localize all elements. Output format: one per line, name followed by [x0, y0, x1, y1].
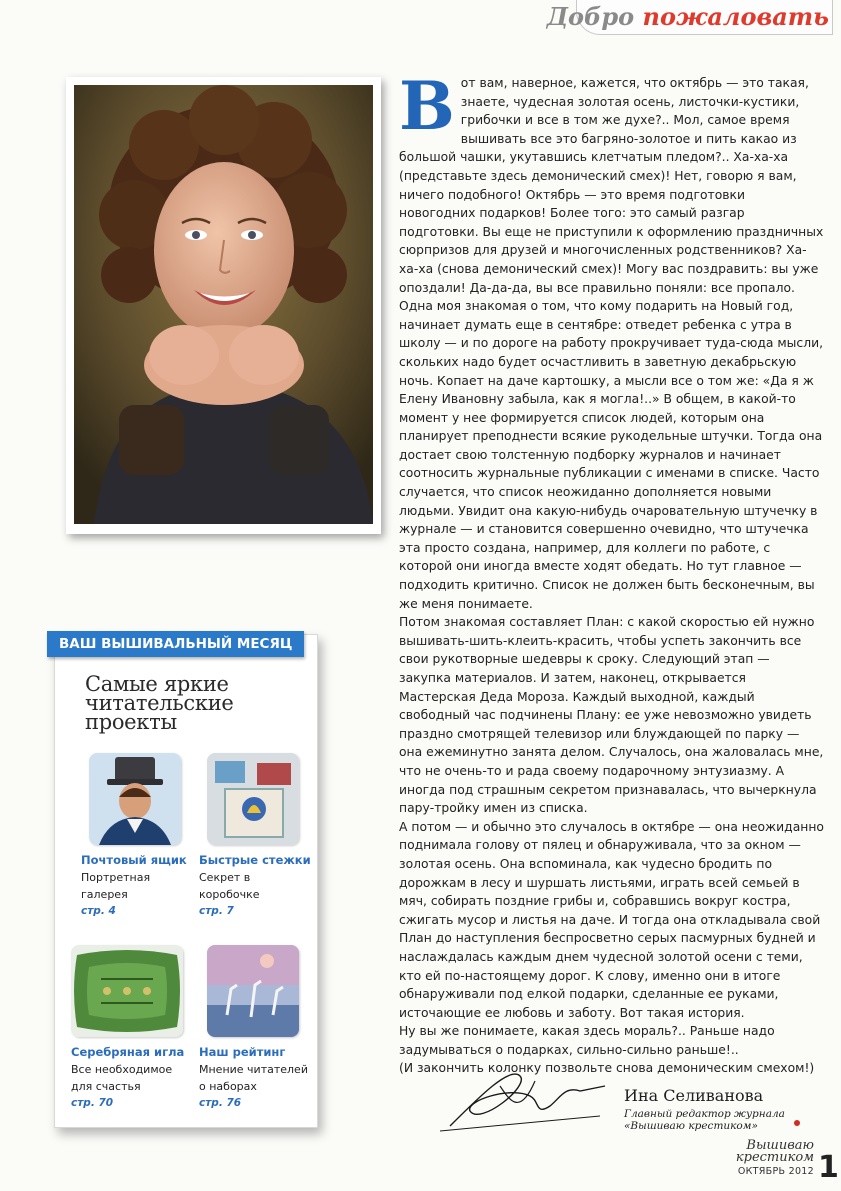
card-description: Секрет в коробочке	[199, 871, 260, 901]
article-paragraph: от вам, наверное, кажется, что октябрь — это такая, знаете, чудесная золотая осень, листочки-кустики, грибочки и все в том же духе?.. Мол, самое время вышивать все это багряно-золотое и пить какао из большой чашки, укутавшись клетчатым пледом?.. Ха-ха-ха (представьте здесь демонический смех)! Нет, говорю я вам, ничего подобного! Октябрь — это время подготовки новогодних подарков! Более того: это самый разгар подготовки. Вы еще не приступили к оформлению праздничных сюрпризов для друзей и многочисленных родственников? Ха-ха-ха (снова демонический смех)! Могу вас поздравить: вы уже опоздали! Да-да-да, вы все правильно поняли: все пропало.	[399, 76, 824, 295]
logo-line-2: крестиком	[735, 1150, 814, 1165]
project-card-mailbox[interactable]	[81, 753, 193, 917]
portrait-embroidery-thumb	[89, 753, 181, 845]
page-title	[547, 2, 829, 31]
page-number: 1	[818, 1150, 839, 1185]
article-paragraph: А потом — и обычно это случалось в октябре — она неожиданно поднимала голову от пялец и обнаруживала, что за окном — золотая осень. Она вспоминала, как чудесно бродить по дорожкам в лесу и шуршать листьями, играть всей семьей в мяч, собирать поздние грибы и, собравшись вокруг костра, сжигать мусор и листья на даче. И тогда она откладывала свой План до наступления беспросветно серых пасмурных будней и наслаждалась каждым днем чудесной золотой осени с теми, кто ей по-настоящему дорог. К слову, именно они в итоге обнаруживали под елкой подарки, сделанные ее руками, источающие ее любовь и заботу. Вот такая история.	[399, 819, 824, 1020]
card-description: Портретная галерея	[81, 871, 151, 901]
article-paragraph: Потом знакомая составляет План: с какой скоростью ей нужно вышивать-шить-клеить-красить, чтобы успеть закончить все свои рукотворные шедевры к сроку. Следующий этап — закупка материалов. И затем, наконец, открывается Мастерская Деда Мороза. Каждый выходной, каждый свободный час подчинены Плану: ее уже невозможно увидеть праздно смотрящей телевизор или блуждающей по парку — она ежеминутно занята делом. Случалось, она жаловалась мне, что не очень-то и рада своему подарочному энтузиазму. А иногда под страшным секретом признавалась, что вычеркнула пару-тройку имен из списка.	[399, 615, 824, 816]
article-paragraph: (И закончить колонку позвольте снова демоническим смехом!)	[399, 1061, 815, 1076]
card-title: Почтовый ящик	[81, 853, 187, 867]
drop-cap: В	[399, 67, 455, 145]
issue-date: ОКТЯБРЬ 2012	[737, 1166, 814, 1177]
sidebar-banner: ВАШ ВЫШИВАЛЬНЫЙ МЕСЯЦ	[47, 631, 304, 657]
card-page-ref: стр. 70	[71, 1097, 114, 1109]
card-page-ref: стр. 4	[81, 905, 116, 917]
article-paragraph: Одна моя знакомая о том, что кому подарить на Новый год, начинает думать еще в сентябре: отведет ребенка с утра в школу — и по дороге на работу прокручивает туда-сюда мысли, скольких надо будет осчастливить в заветную декабрьскую ночь. Копает на даче картошку, а мысли все о том же: «Да я ж Елену Ивановну забыла, как я могла!..» В общем, в какой-то момент у нее формируется список людей, которым она планирует преподнести всякие рукодельные штучки. Тогда она достает свою толстенную подборку журналов и начинает соотносить журнальные публикации с именами в списке. Часто случается, что список неожиданно дополняется новыми людьми. Увидит она какую-нибудь очаровательную штучечку в журнале — и становится совершенно очевидно, что штучечка эта просто создана, например, для коллеги по работе, с которой они иногда вместе ходят обедать. Но тут главное — подходить критично. Список не должен быть бесконечным, вы же меня понимаете.	[399, 299, 824, 611]
cranes-embroidery-thumb	[207, 945, 299, 1037]
card-title: Быстрые стежки	[199, 853, 311, 867]
card-title: Наш рейтинг	[199, 1045, 286, 1059]
card-page-ref: стр. 7	[199, 905, 234, 917]
magazine-logo	[702, 1140, 814, 1177]
handwritten-signature	[440, 1056, 610, 1136]
section-header	[546, 0, 841, 40]
project-card-rating[interactable]	[199, 945, 311, 1109]
editor-photo	[74, 85, 373, 524]
card-page-ref: стр. 76	[199, 1097, 242, 1109]
project-card-quick-stitches[interactable]	[199, 753, 311, 917]
monthly-projects-sidebar	[54, 634, 318, 1128]
sidebar-heading: Самые яркие читательские проекты	[85, 672, 234, 734]
logo-line-1: Вышиваю	[746, 1138, 814, 1153]
green-pillow-thumb	[71, 945, 183, 1037]
embroidered-box-thumb	[207, 753, 299, 845]
article-paragraph: Ну вы же понимаете, какая здесь мораль?.. Раньше надо задумываться о подарках, сильно-сильно раньше!..	[399, 1024, 775, 1057]
decorative-dot	[794, 1120, 800, 1126]
card-description: Все необходимое для счастья	[71, 1063, 173, 1093]
editor-name: Ина Селиванова	[624, 1086, 764, 1105]
card-title: Серебряная игла	[71, 1045, 185, 1059]
title-word-1: Добро	[546, 2, 635, 31]
editor-photo-frame	[66, 77, 381, 534]
editorial-article	[399, 67, 824, 1078]
editor-role: Главный редактор журнала «Вышиваю крестиком»	[624, 1108, 785, 1132]
project-card-silver-needle[interactable]	[71, 945, 183, 1109]
card-description: Мнение читателей о наборах	[199, 1063, 308, 1093]
title-word-2: пожаловать	[642, 2, 829, 31]
